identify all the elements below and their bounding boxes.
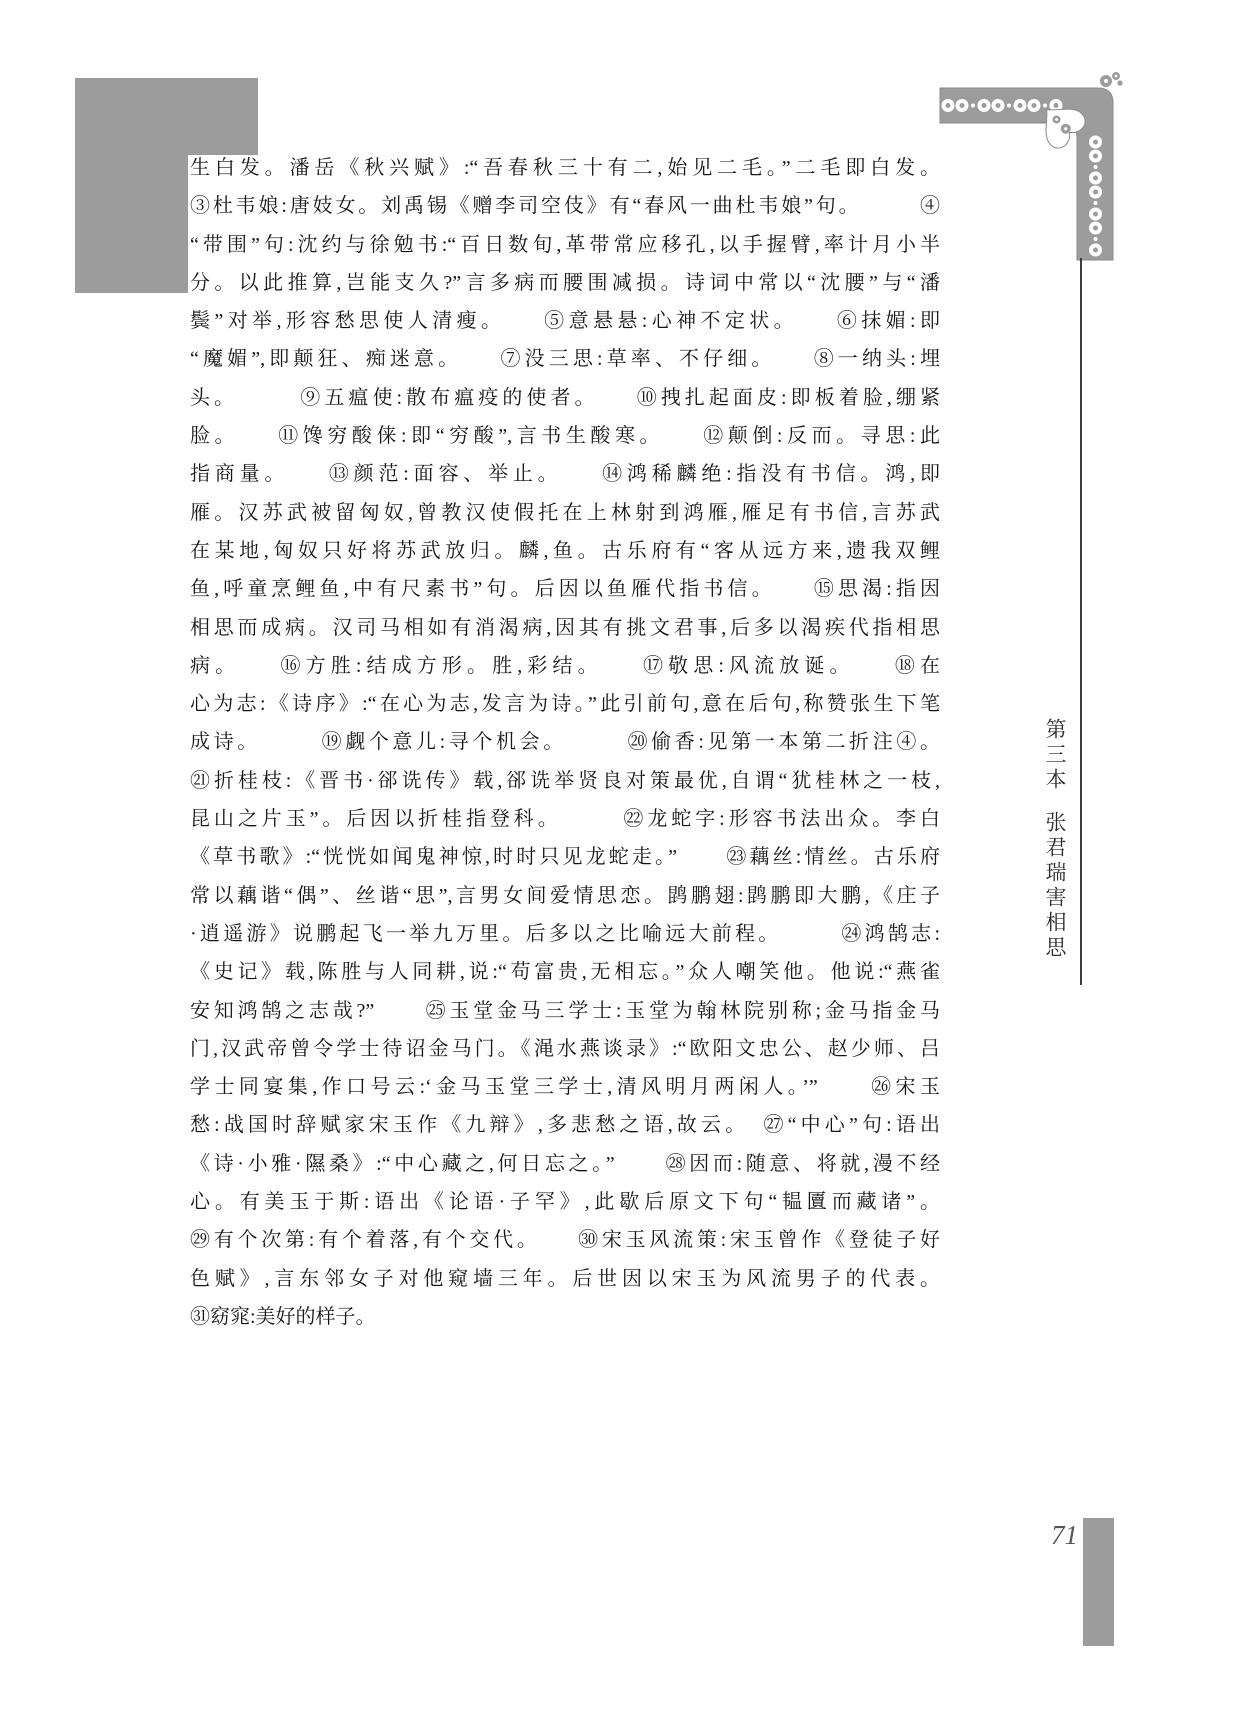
- annotation-line: 鱼,呼童烹鲤鱼,中有尺素书”句。后因以鱼雁代指书信。 ⑮思渴:指因: [190, 578, 940, 601]
- annotation-line: ㉛窈窕:美好的样子。: [190, 1305, 376, 1328]
- annotation-line: 昆山之片玉”。后因以折桂指登科。 ㉒龙蛇字:形容书法出众。李白: [190, 808, 940, 831]
- annotation-line: “带围”句:沈约与徐勉书:“百日数旬,革带常应移孔,以手握臂,率计月小半: [190, 233, 940, 256]
- annotation-line: 学士同宴集,作口号云:‘金马玉堂三学士,清风明月两闲人。’” ㉖宋玉: [190, 1076, 940, 1099]
- annotation-line: 愁:战国时辞赋家宋玉作《九辩》,多悲愁之语,故云。 ㉗“中心”句:语出: [190, 1114, 940, 1137]
- corner-ornament-icon: [915, 68, 1125, 268]
- annotation-line: 在某地,匈奴只好将苏武放归。麟,鱼。古乐府有“客从远方来,遗我双鲤: [190, 539, 940, 562]
- page-number: 71: [1051, 1520, 1078, 1550]
- annotation-line: 病。 ⑯方胜:结成方形。胜,彩结。 ⑰敬思:风流放诞。 ⑱在: [190, 654, 940, 677]
- annotation-line: ㉙有个次第:有个着落,有个交代。 ㉚宋玉风流策:宋玉曾作《登徒子好: [190, 1229, 940, 1252]
- annotation-line: 常以藕谐“偶”、丝谐“思”,言男女间爱情思恋。鹍鹏翅:鹍鹏即大鹏,《庄子: [190, 884, 940, 907]
- sidebar-rule: [1080, 258, 1082, 985]
- annotation-line: 指商量。 ⑬颜范:面容、举止。 ⑭鸿稀麟绝:指没有书信。鸿,即: [190, 463, 940, 486]
- book-label: 第三本: [1043, 718, 1067, 793]
- annotation-line: 安知鸿鹄之志哉?” ㉕玉堂金马三学士:玉堂为翰林院别称;金马指金马: [190, 999, 940, 1022]
- annotation-line: 《诗·小雅·隰桑》:“中心藏之,何日忘之。” ㉘因而:随意、将就,漫不经: [190, 1152, 940, 1175]
- annotation-line: 分。以此推算,岂能支久?”言多病而腰围减损。诗词中常以“沈腰”与“潘: [190, 271, 940, 294]
- annotation-line: 心。有美玉于斯:语出《论语·子罕》,此歇后原文下句“韫匵而藏诸”。: [190, 1191, 940, 1214]
- annotation-line: 雁。汉苏武被留匈奴,曾教汉使假托在上林射到鸿雁,雁足有书信,言苏武: [190, 501, 940, 524]
- annotation-line: 脸。 ⑪馋穷酸俫:即“穷酸”,言书生酸寒。 ⑫颠倒:反而。寻思:此: [190, 425, 940, 448]
- decorative-gray-block-left: [75, 78, 188, 293]
- annotation-line: 鬓”对举,形容愁思使人清瘦。 ⑤意悬悬:心神不定状。 ⑥抹媚:即: [190, 310, 940, 333]
- chapter-label: 张君瑞害相思: [1043, 811, 1067, 961]
- annotation-line: ③杜韦娘:唐妓女。刘禹锡《赠李司空伎》有“春风一曲杜韦娘”句。 ④: [190, 195, 940, 218]
- annotation-line: ㉑折桂枝:《晋书·郤诜传》载,郤诜举贤良对策最优,自谓“犹桂林之一枝,: [190, 769, 940, 792]
- annotation-line: 头。 ⑨五瘟使:散布瘟疫的使者。 ⑩拽扎起面皮:即板着脸,绷紧: [190, 386, 940, 409]
- annotation-line: ·逍遥游》说鹏起飞一举九万里。后多以之比喻远大前程。 ㉔鸿鹄志:: [190, 922, 940, 945]
- annotation-line: 生白发。潘岳《秋兴赋》:“吾春秋三十有二,始见二毛。”二毛即白发。: [190, 157, 940, 179]
- annotation-line: “魔媚”,即颠狂、痴迷意。 ⑦没三思:草率、不仔细。 ⑧一纳头:埋: [190, 348, 940, 371]
- annotation-line: 心为志:《诗序》:“在心为志,发言为诗。”此引前句,意在后句,称赞张生下笔: [190, 693, 940, 716]
- annotation-line: 《史记》载,陈胜与人同耕,说:“苟富贵,无相忘。”众人嘲笑他。他说:“燕雀: [190, 961, 940, 984]
- annotation-line: 色赋》,言东邻女子对他窥墙三年。后世因以宋玉为风流男子的代表。: [190, 1267, 940, 1290]
- annotation-line: 《草书歌》:“恍恍如闻鬼神惊,时时只见龙蛇走。” ㉓藕丝:情丝。古乐府: [190, 846, 940, 869]
- annotation-line: 相思而成病。汉司马相如有消渴病,因其有挑文君事,后多以渴疾代指相思: [190, 616, 940, 639]
- annotation-line: 成诗。 ⑲觑个意儿:寻个机会。 ⑳偷香:见第一本第二折注④。: [190, 731, 940, 754]
- annotation-line: 门,汉武帝曾令学士待诏金马门。《渑水燕谈录》:“欧阳文忠公、赵少师、吕: [190, 1037, 940, 1060]
- annotation-text: [190, 149, 940, 1336]
- running-title: [1028, 718, 1070, 1018]
- page-number-bar: [1083, 1518, 1114, 1646]
